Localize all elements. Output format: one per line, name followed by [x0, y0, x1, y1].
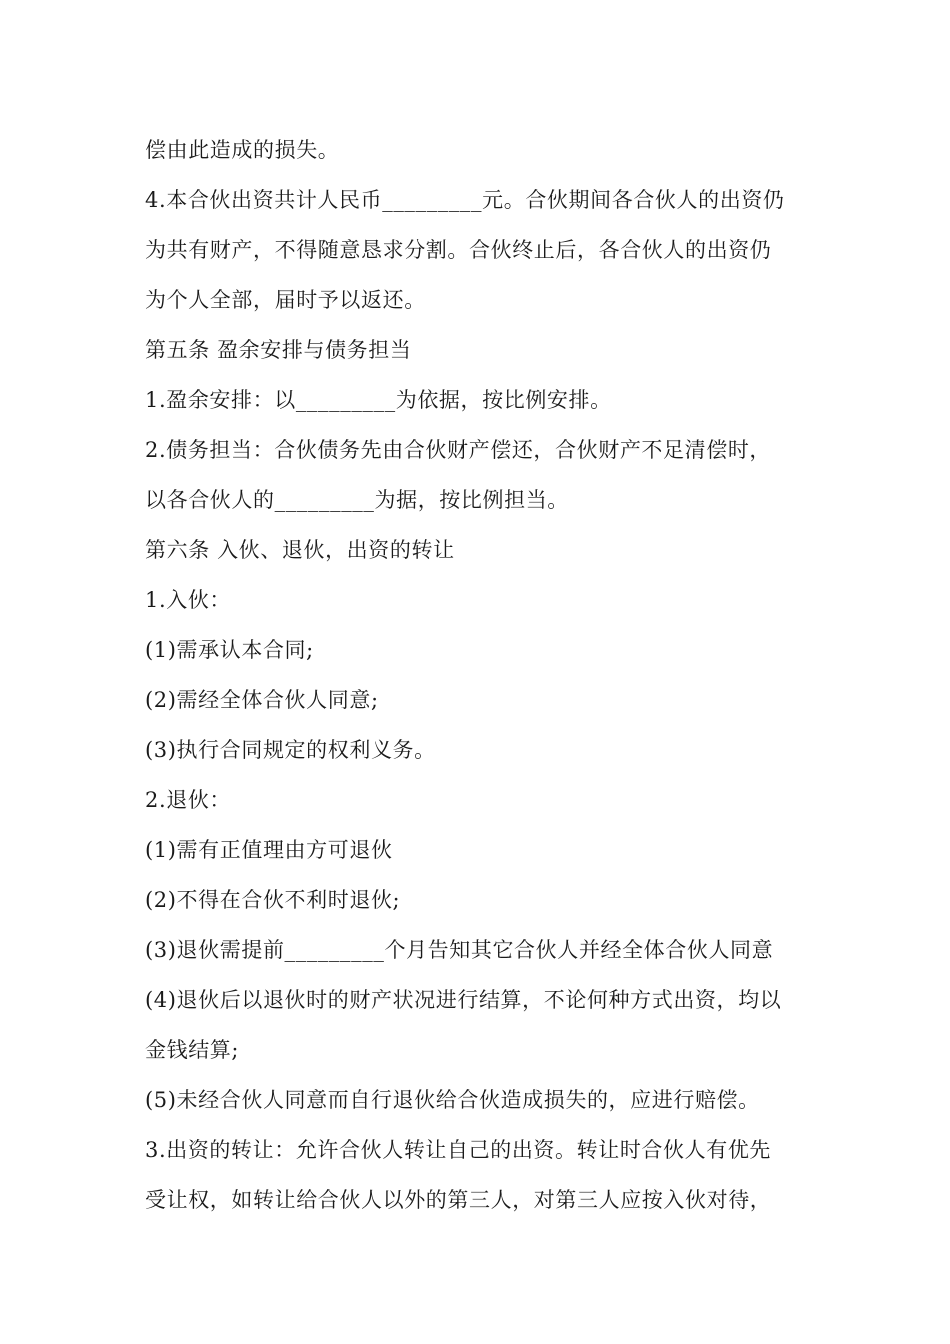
- text-line: (2)需经全体合伙人同意;: [145, 688, 379, 712]
- text-line: (4)退伙后以退伙时的财产状况进行结算，不论何种方式出资，均以: [145, 988, 782, 1012]
- text-line: (1)需承认本合同;: [145, 638, 314, 662]
- text-line: 受让权，如转让给合伙人以外的第三人，对第三人应按入伙对待，: [145, 1188, 772, 1212]
- text-line: 2.退伙：: [145, 788, 232, 812]
- text-line: 以各合伙人的_________为据，按比例担当。: [145, 488, 569, 512]
- text-line: 为个人全部，届时予以返还。: [145, 288, 426, 312]
- text-line: (3)退伙需提前_________个月告知其它合伙人并经全体合伙人同意: [145, 938, 774, 962]
- section-heading: 第五条 盈余安排与债务担当: [145, 338, 412, 362]
- text-line: 1.入伙：: [145, 588, 232, 612]
- text-line: 金钱结算;: [145, 1038, 240, 1062]
- text-line: 4.本合伙出资共计人民币_________元。合伙期间各合伙人的出资仍: [145, 188, 785, 212]
- text-line: 为共有财产，不得随意恳求分割。合伙终止后，各合伙人的出资仍: [145, 238, 772, 262]
- text-line: 1.盈余安排：以_________为依据，按比例安排。: [145, 388, 612, 412]
- text-line: 偿由此造成的损失。: [145, 138, 340, 162]
- text-line: (2)不得在合伙不利时退伙;: [145, 888, 401, 912]
- section-heading: 第六条 入伙、退伙，出资的转让: [145, 538, 455, 562]
- text-line: (3)执行合同规定的权利义务。: [145, 738, 436, 762]
- text-line: 3.出资的转让：允许合伙人转让自己的出资。转让时合伙人有优先: [145, 1138, 772, 1162]
- text-line: 2.债务担当：合伙债务先由合伙财产偿还，合伙财产不足清偿时，: [145, 438, 772, 462]
- text-line: (1)需有正值理由方可退伙: [145, 838, 393, 862]
- text-line: (5)未经合伙人同意而自行退伙给合伙造成损失的，应进行赔偿。: [145, 1088, 760, 1112]
